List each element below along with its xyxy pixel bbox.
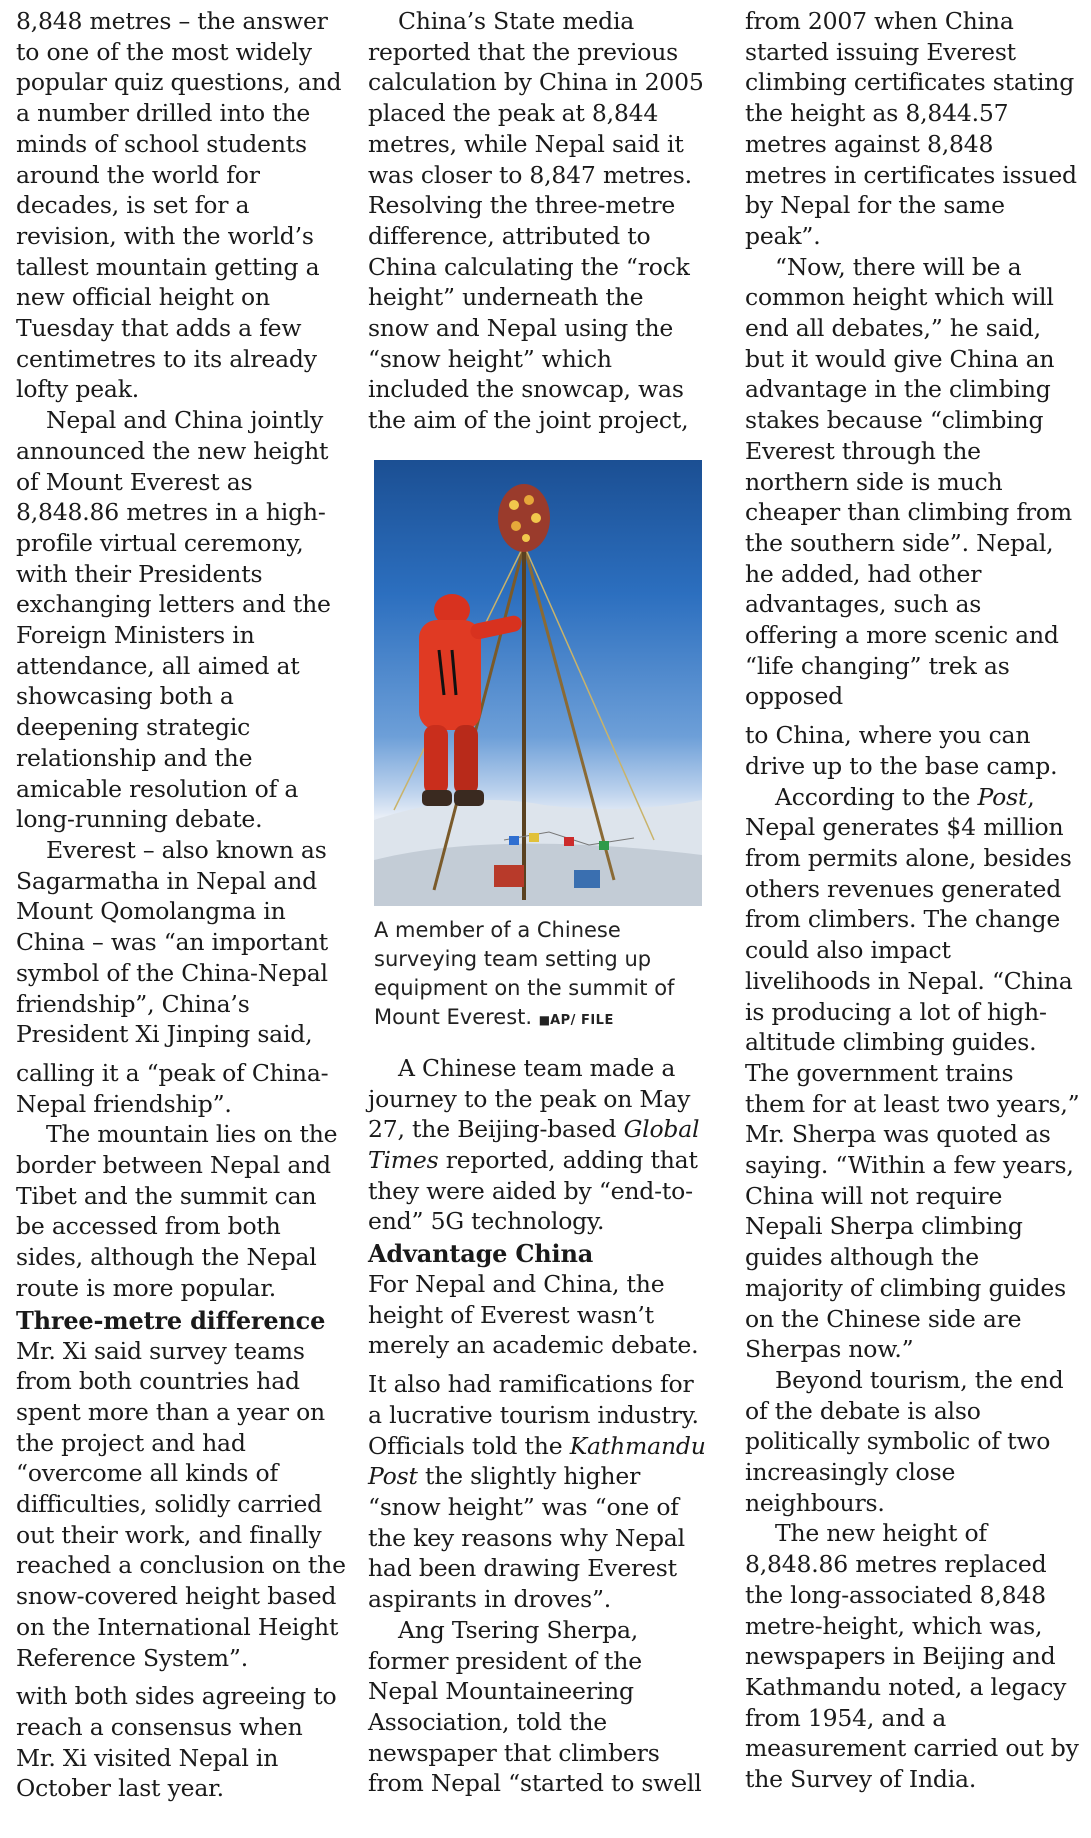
publication-name: Kathmandu Post (368, 1431, 706, 1491)
paragraph: China’s State media reported that the previous calculation by China in 2005 placed the peak at 8,844 metres, while Nepal said it was closer to 8,847 metres. Resolving the three-metre difference, attributed to China calculating the “rock height” underneath the snow and Nepal using the “snow height” which included the snowcap, was the aim of the joint project, (368, 7, 704, 435)
paragraph: calling it a “peak of China-Nepal friendship”. (16, 1058, 329, 1118)
paragraph: It also had ramifications for a lucrative tourism industry. Officials told the Kathmandu Post the slightly higher “snow height” was “one of the key reasons why Nepal had been drawing Everest aspirants in droves”. (368, 1370, 706, 1614)
paragraph: Nepal and China jointly announced the new height of Mount Everest as 8,848.86 metres in a high-profile virtual ceremony, with their Presidents exchanging letters and the Foreign Ministers in attendance, all aimed at showcasing both a deepening strategic relationship and the amicable resolution of a long-running debate. (16, 406, 331, 834)
paragraph: A Chinese team made a journey to the peak on May 27, the Beijing-based Global Times reported, adding that they were aided by “end-to-end” 5G technology. (368, 1053, 700, 1236)
paragraph: According to the Post, Nepal generates $4 million from permits alone, besides others revenues generated from climbers. The change could also impact livelihoods in Nepal. “China is producing a lot of high-altitude climbing guides. The government trains them for at least two years,” Mr. Sherpa was quoted as saying. “Within a few years, China will not require Nepali Sherpa climbing guides although the majority of climbing guides on the Chinese side are Sherpas now.” (745, 782, 1080, 1364)
square-bullet-icon: ■ (538, 1012, 551, 1027)
paragraph: Everest – also known as Sagarmatha in Nepal and Mount Qomolangma in China – was “an important symbol of the China-Nepal friendship”, China’s President Xi Jinping said, (16, 835, 329, 1049)
everest-summit-photo (374, 460, 702, 906)
subheading: Advantage China (368, 1239, 594, 1269)
subheading: Three-metre difference (16, 1305, 326, 1335)
photo-caption (374, 916, 704, 1035)
caption-text: A member of a Chinese surveying team setting up equipment on the summit of Mount Everest. (374, 917, 675, 1029)
paragraph: with both sides agreeing to reach a consensus when Mr. Xi visited Nepal in October last year. (16, 1682, 337, 1803)
publication-name: Post (977, 782, 1028, 811)
article-column-3 (745, 6, 1080, 1795)
publication-name: Global Times (368, 1115, 700, 1174)
paragraph: from 2007 when China started issuing Everest climbing certificates stating the height as 8,844.57 metres against 8,848 metres in certificates issued by Nepal for the same peak”. (745, 7, 1077, 250)
photo-credit: AP/ FILE (550, 1012, 614, 1028)
paragraph: The mountain lies on the border between Nepal and Tibet and the summit can be accessed from both sides, although the Nepal route is more popular. (16, 1120, 338, 1302)
paragraph: Ang Tsering Sherpa, former president of the Nepal Mountaineering Association, told the newspaper that climbers from Nepal “started to swell (368, 1615, 702, 1798)
paragraph: 8,848 metres – the answer to one of the most widely popular quiz questions, and a number drilled into the minds of school students around the world for decades, is set for a revision, with the world’s tallest mountain getting a new official height on Tuesday that adds a few centimetres to its already lofty peak. (16, 7, 342, 404)
paragraph: The new height of 8,848.86 metres replaced the long-associated 8,848 metre-height, which was, newspapers in Beijing and Kathmandu noted, a legacy from 1954, and a measurement carried out by the Survey of India. (745, 1519, 1079, 1794)
paragraph: Mr. Xi said survey teams from both countries had spent more than a year on the project and had “overcome all kinds of difficulties, solidly carried out their work, and finally reached a conclusion on the snow-covered height based on the International Height Reference System”. (16, 1336, 346, 1672)
article-column-2 (368, 6, 708, 1799)
paragraph: “Now, there will be a common height which will end all debates,” he said, but it would give China an advantage in the climbing stakes because “climbing Everest through the northern side is much cheaper than climbing from the southern side”. Nepal, he added, had other advantages, such as offering a more scenic and “life changing” trek as opposed (745, 252, 1072, 711)
paragraph: to China, where you can drive up to the base camp. (745, 721, 1058, 780)
paragraph: For Nepal and China, the height of Everest wasn’t merely an academic debate. (368, 1270, 699, 1360)
article-column-1 (16, 6, 346, 1804)
photo-illustration (374, 460, 702, 906)
paragraph: Beyond tourism, the end of the debate is also politically symbolic of two increasingly close neighbours. (745, 1365, 1064, 1517)
